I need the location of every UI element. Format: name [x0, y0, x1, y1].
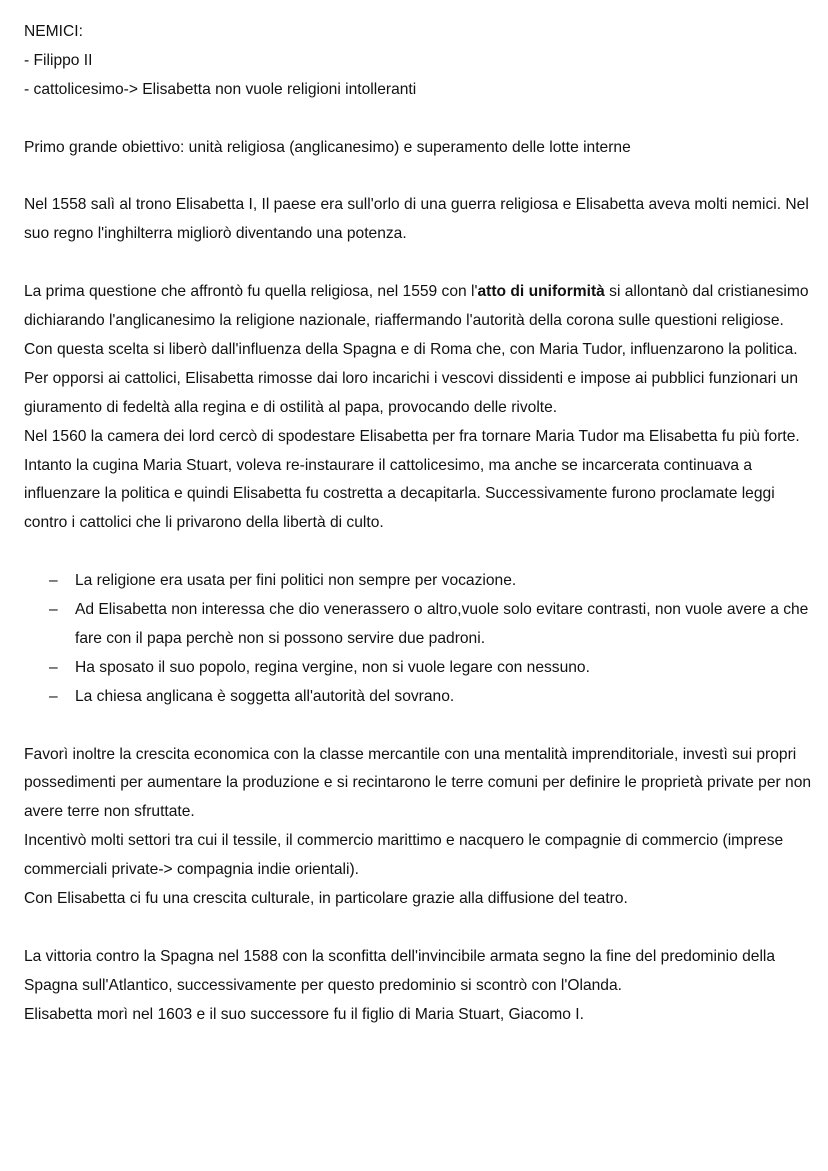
spacer [24, 914, 814, 943]
religion-paragraph-2: Con questa scelta si liberò dall'influenza della Spagna e di Roma che, con Maria Tudor, influenzarono la politica. Per opporsi ai cattolici, Elisabetta rimosse dai loro incarichi i vescovi dissidenti e impose ai pubblici funzionari un giuramento di fedeltà alla regina e di ostilità al papa, provocando delle rivolte. [24, 340, 798, 416]
list-item-text: Ad Elisabetta non interessa che dio venerassero o altro,vuole solo evitare contrasti, non vuole avere a che fare con il papa perchè non si possono servire due padroni. [75, 601, 809, 647]
spacer [24, 712, 814, 741]
economy-paragraph-3: Con Elisabetta ci fu una crescita culturale, in particolare grazie alla diffusione del teatro. [24, 890, 628, 908]
enemy-item: - Filippo II [24, 51, 93, 69]
dash-bullet: – [49, 687, 58, 705]
document-page [24, 18, 814, 1030]
list-item-text: Ha sposato il suo popolo, regina vergine, non si vuole legare con nessuno. [75, 658, 590, 676]
ending-paragraph-1: La vittoria contro la Spagna nel 1588 con la sconfitta dell'invincibile armata segno la fine del predominio della Spagna sull'Atlantico, successivamente per questo predominio si scontrò con l'Olanda. [24, 947, 776, 994]
list-item-text: La chiesa anglicana è soggetta all'autorità del sovrano. [75, 687, 455, 705]
objective-line: Primo grande obiettivo: unità religiosa (anglicanesimo) e superamento delle lotte interne [24, 138, 631, 156]
list-item-text: La religione era usata per fini politici non sempre per vocazione. [75, 572, 517, 590]
list-item [24, 567, 814, 596]
list-item [24, 596, 814, 654]
ending-paragraph-2: Elisabetta morì nel 1603 e il suo successore fu il figlio di Maria Stuart, Giacomo I. [24, 1005, 584, 1023]
spacer [24, 163, 814, 192]
dash-bullet: – [49, 658, 58, 676]
uniformity-act-bold: atto di uniformità [477, 283, 605, 301]
bullet-list [24, 567, 814, 712]
spacer [24, 105, 814, 134]
religion-text-before: La prima questione che affrontò fu quella religiosa, nel 1559 con l' [24, 283, 478, 301]
economy-paragraph-1: Favorì inoltre la crescita economica con la classe mercantile con una mentalità imprenditoriale, investì sui propri possedimenti per aumentare la produzione e si recintarono le terre comuni per definire le proprietà private per non avere terre non sfruttate. [24, 745, 812, 821]
dash-bullet: – [49, 601, 58, 619]
religion-text-after: si allontanò dal cristianesimo dichiarando l'anglicanesimo la religione nazionale, riaffermando l'autorità della corona sulle questioni religiose. [24, 283, 809, 330]
dash-bullet: – [49, 572, 58, 590]
enemies-heading: NEMICI: [24, 23, 83, 40]
religion-paragraph-1 [24, 278, 814, 336]
list-item [24, 654, 814, 683]
religion-paragraph-3: Nel 1560 la camera dei lord cercò di spodestare Elisabetta per fra tornare Maria Tudor ma Elisabetta fu più forte. Intanto la cugina Maria Stuart, voleva re-instaurare il cattolicesimo, ma anche se incarcerata continuava a influenzare la politica e quindi Elisabetta fu costretta a decapitarla. Successivamente furono proclamate leggi contro i cattolici che li privarono della libertà di culto. [24, 427, 800, 532]
intro-paragraph: Nel 1558 salì al trono Elisabetta I, Il paese era sull'orlo di una guerra religiosa e Elisabetta aveva molti nemici. Nel suo regno l'inghilterra migliorò diventando una potenza. [24, 196, 809, 243]
spacer [24, 249, 814, 278]
list-item [24, 683, 814, 712]
economy-paragraph-2: Incentivò molti settori tra cui il tessile, il commercio marittimo e nacquero le compagnie di commercio (imprese commerciali private-> compagnia indie orientali). [24, 832, 784, 879]
spacer [24, 538, 814, 567]
enemy-item: - cattolicesimo-> Elisabetta non vuole religioni intolleranti [24, 80, 417, 98]
